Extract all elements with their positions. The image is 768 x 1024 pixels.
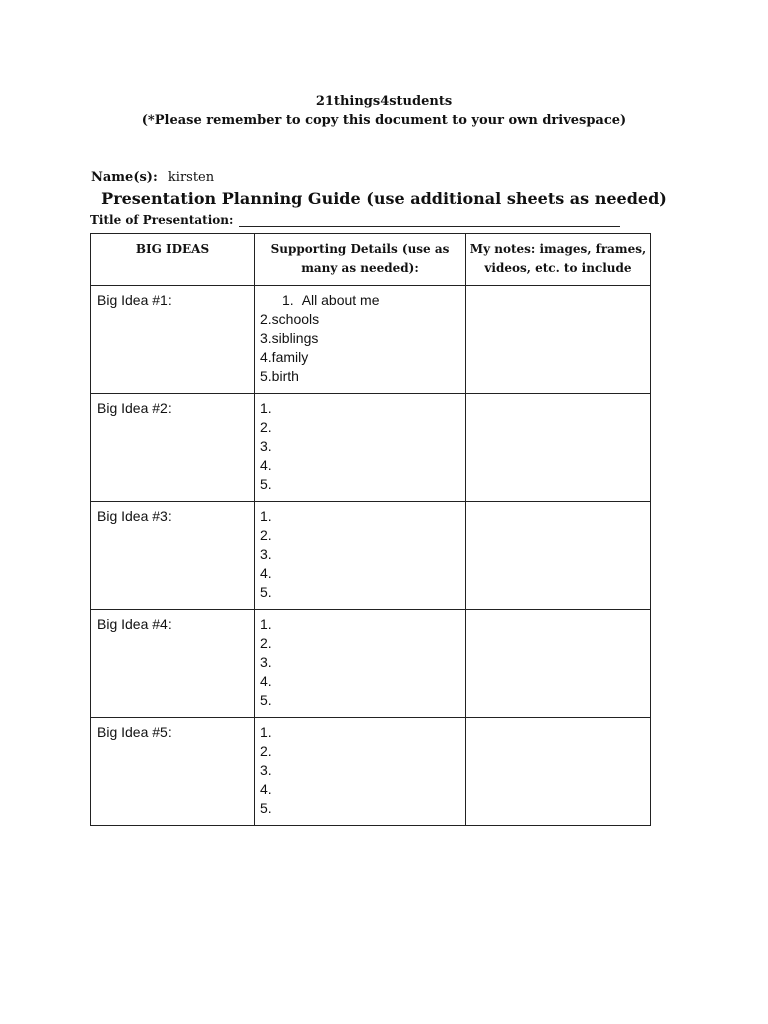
detail-item: 5.birth bbox=[260, 368, 299, 384]
detail-item: 3. bbox=[260, 762, 272, 778]
big-idea-cell[interactable] bbox=[91, 502, 255, 610]
detail-item: 4. bbox=[260, 781, 272, 797]
detail-item: 5. bbox=[260, 800, 272, 816]
supporting-details-cell[interactable] bbox=[255, 502, 466, 610]
detail-item: 2. bbox=[260, 419, 272, 435]
big-idea-cell[interactable] bbox=[91, 394, 255, 502]
detail-item: 1. bbox=[260, 508, 272, 524]
supporting-details-cell[interactable] bbox=[255, 286, 466, 394]
detail-item: 4.family bbox=[260, 349, 309, 365]
big-idea-label: Big Idea #5: bbox=[97, 724, 172, 740]
notes-cell[interactable] bbox=[466, 394, 651, 502]
detail-item: 2. bbox=[260, 527, 272, 543]
header-big-ideas: BIG IDEAS bbox=[91, 234, 255, 286]
document-header-title: 21things4students bbox=[315, 94, 453, 109]
table-row bbox=[91, 286, 651, 394]
detail-item: 4. bbox=[260, 673, 272, 689]
detail-item: 4. bbox=[260, 457, 272, 473]
names-label: Name(s): bbox=[91, 170, 158, 185]
names-row bbox=[91, 170, 214, 185]
detail-item: 4. bbox=[260, 565, 272, 581]
detail-item: 5. bbox=[260, 476, 272, 492]
big-idea-cell[interactable] bbox=[91, 610, 255, 718]
table-row bbox=[91, 502, 651, 610]
notes-cell[interactable] bbox=[466, 286, 651, 394]
notes-cell[interactable] bbox=[466, 610, 651, 718]
detail-item: 3. bbox=[260, 438, 272, 454]
big-idea-cell[interactable] bbox=[91, 718, 255, 826]
detail-item: 5. bbox=[260, 692, 272, 708]
detail-item: 5. bbox=[260, 584, 272, 600]
names-value[interactable]: kirsten bbox=[167, 170, 215, 185]
supporting-details-cell[interactable] bbox=[255, 394, 466, 502]
header-supporting-details: Supporting Details (use as many as needed): bbox=[255, 234, 466, 286]
guide-title: Presentation Planning Guide (use additional sheets as needed) bbox=[101, 189, 667, 208]
presentation-title-label: Title of Presentation: bbox=[90, 213, 234, 227]
detail-item: 3.siblings bbox=[260, 330, 319, 346]
big-idea-label: Big Idea #3: bbox=[97, 508, 172, 524]
notes-cell[interactable] bbox=[466, 502, 651, 610]
detail-item: 2.schools bbox=[260, 311, 320, 327]
table-row bbox=[91, 718, 651, 826]
detail-item: 1. bbox=[260, 616, 272, 632]
detail-item: 1. bbox=[260, 724, 272, 740]
big-idea-label: Big Idea #1: bbox=[97, 292, 172, 308]
big-idea-label: Big Idea #4: bbox=[97, 616, 172, 632]
table-row bbox=[91, 394, 651, 502]
big-idea-label: Big Idea #2: bbox=[97, 400, 172, 416]
detail-item: 2. bbox=[260, 635, 272, 651]
header-my-notes: My notes: images, frames, videos, etc. to include bbox=[466, 234, 651, 286]
detail-item: 3. bbox=[260, 546, 272, 562]
table-row bbox=[91, 610, 651, 718]
notes-cell[interactable] bbox=[466, 718, 651, 826]
big-idea-cell[interactable] bbox=[91, 286, 255, 394]
detail-item: 3. bbox=[260, 654, 272, 670]
document-header-note: (*Please remember to copy this document to your own drivespace) bbox=[141, 113, 627, 128]
detail-item: 1. bbox=[260, 400, 272, 416]
presentation-title-row bbox=[90, 213, 620, 227]
presentation-title-blank[interactable] bbox=[239, 214, 620, 227]
supporting-details-cell[interactable] bbox=[255, 610, 466, 718]
supporting-details-cell[interactable] bbox=[255, 718, 466, 826]
detail-item: 1. All about me bbox=[282, 292, 380, 308]
table-header-row bbox=[91, 234, 651, 286]
planning-table bbox=[90, 233, 651, 826]
detail-item: 2. bbox=[260, 743, 272, 759]
